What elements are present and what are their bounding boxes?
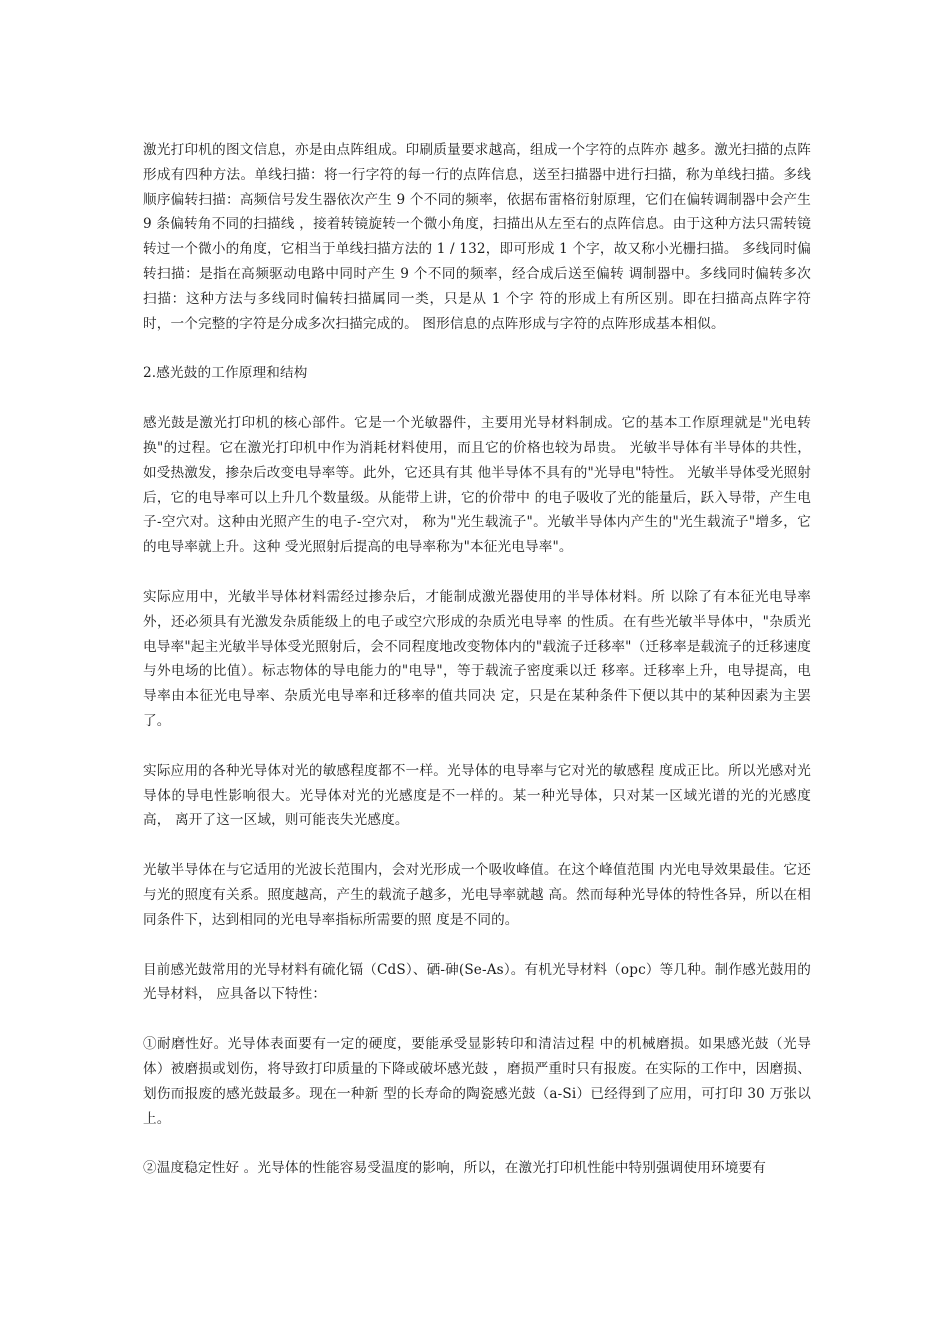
document-page xyxy=(143,138,811,1181)
paragraph-doping: 实际应用中，光敏半导体材料需经过掺杂后，才能制成激光器使用的半导体材料。所 以除了有本征光电导率外，还必须具有光激发杂质能级上的电子或空穴形成的杂质光电导率 的性质。在有些光敏半导体中，"杂质光电导率"起主光敏半导体受光照射后，会不同程度地改变物体内的"载流子迁移率"（迁移率是载流子的迁移速度与外电场的比值）。标志物体的导电能力的"电导"，等于载流子密度乘以迁 移率。迁移率上升，电导提高，电导率由本征光电导率、杂质光电导率和迁移率的值共同决 定，只是在某种条件下便以其中的某种因素为主罢了。 xyxy=(143,588,811,729)
paragraph-materials: 目前感光鼓常用的光导材料有硫化镉（CdS）、硒-砷(Se-As）。有机光导材料（opc）等几种。制作感光鼓用的光导材料， 应具备以下特性： xyxy=(143,961,811,1003)
paragraph-scanning-methods: 激光打印机的图文信息，亦是由点阵组成。印刷质量要求越高，组成一个字符的点阵亦 越多。激光扫描的点阵形成有四种方法。单线扫描：将一行字符的每一行的点阵信息，送至扫描器中进行扫描，称为单线扫描。多线顺序偏转扫描：高频信号发生器依次产生 9 个不同的频率，依据布雷格衍射原理，它们在偏转调制器中会产生 9 条偏转角不同的扫描线 ，接着转镜旋转一个微小角度，扫描出从左至右的点阵信息。由于这种方法只需转镜转过一个微小的角度，它相当于单线扫描方法的 1 / 132，即可形成 1 个字，故又称小光栅扫描。 多线同时偏转扫描：是指在高频驱动电路中同时产生 9 个不同的频率，经合成后送至偏转 调制器中。多线同时偏转多次扫描：这种方法与多线同时偏转扫描属同一类，只是从 1 个字 符的形成上有所区别。即在扫描高点阵字符时，一个完整的字符是分成多次扫描完成的。 图形信息的点阵形成与字符的点阵形成基本相似。 xyxy=(143,142,811,332)
paragraph-wear-resistance: ①耐磨性好。光导体表面要有一定的硬度，要能承受显影转印和清洁过程 中的机械磨损。如果感光鼓（光导体）被磨损或划伤，将导致打印质量的下降或破坏感光鼓 ，磨损严重时只有报废。在实际的工作中，因磨损、划伤而报废的感光鼓最多。现在一种新 型的长寿命的陶瓷感光鼓（a-Si）已经得到了应用，可打印 30 万张以上。 xyxy=(143,1036,811,1127)
section-heading: 2.感光鼓的工作原理和结构 xyxy=(143,365,308,382)
paragraph-drum-principle: 感光鼓是激光打印机的核心部件。它是一个光敏器件，主要用光导材料制成。它的基本工作原理就是"光电转换"的过程。它在激光打印机中作为消耗材料使用，而且它的价格也较为昂贵。 光敏半导体有半导体的共性，如受热激发，掺杂后改变电导率等。此外，它还具有其 他半导体不具有的"光导电"特性。 光敏半导体受光照射后，它的电导率可以上升几个数量级。从能带上讲，它的价带中 的电子吸收了光的能量后，跃入导带，产生电子-空穴对。这种由光照产生的电子-空穴对， 称为"光生载流子"。光敏半导体内产生的"光生载流子"增多，它的电导率就上升。这种 受光照射后提高的电导率称为"本征光电导率"。 xyxy=(143,415,811,556)
paragraph-temperature-stability: ②温度稳定性好 。光导体的性能容易受温度的影响，所以，在激光打印机性能中特别强调使用环境要有 xyxy=(143,1160,766,1177)
paragraph-absorption-peak: 光敏半导体在与它适用的光波长范围内，会对光形成一个吸收峰值。在这个峰值范围 内光电导效果最佳。它还与光的照度有关系。照度越高，产生的载流子越多，光电导率就越 高。然而每种光导体的特性各异，所以在相同条件下，达到相同的光电导率指标所需要的照 度是不同的。 xyxy=(143,862,811,928)
paragraph-light-sensitivity: 实际应用的各种光导体对光的敏感程度都不一样。光导体的电导率与它对光的敏感程 度成正比。所以光感对光导体的导电性影响很大。光导体对光的光感度是不一样的。某一种光导体，只对某一区域光谱的光的光感度高， 离开了这一区域，则可能丧失光感度。 xyxy=(143,762,811,829)
